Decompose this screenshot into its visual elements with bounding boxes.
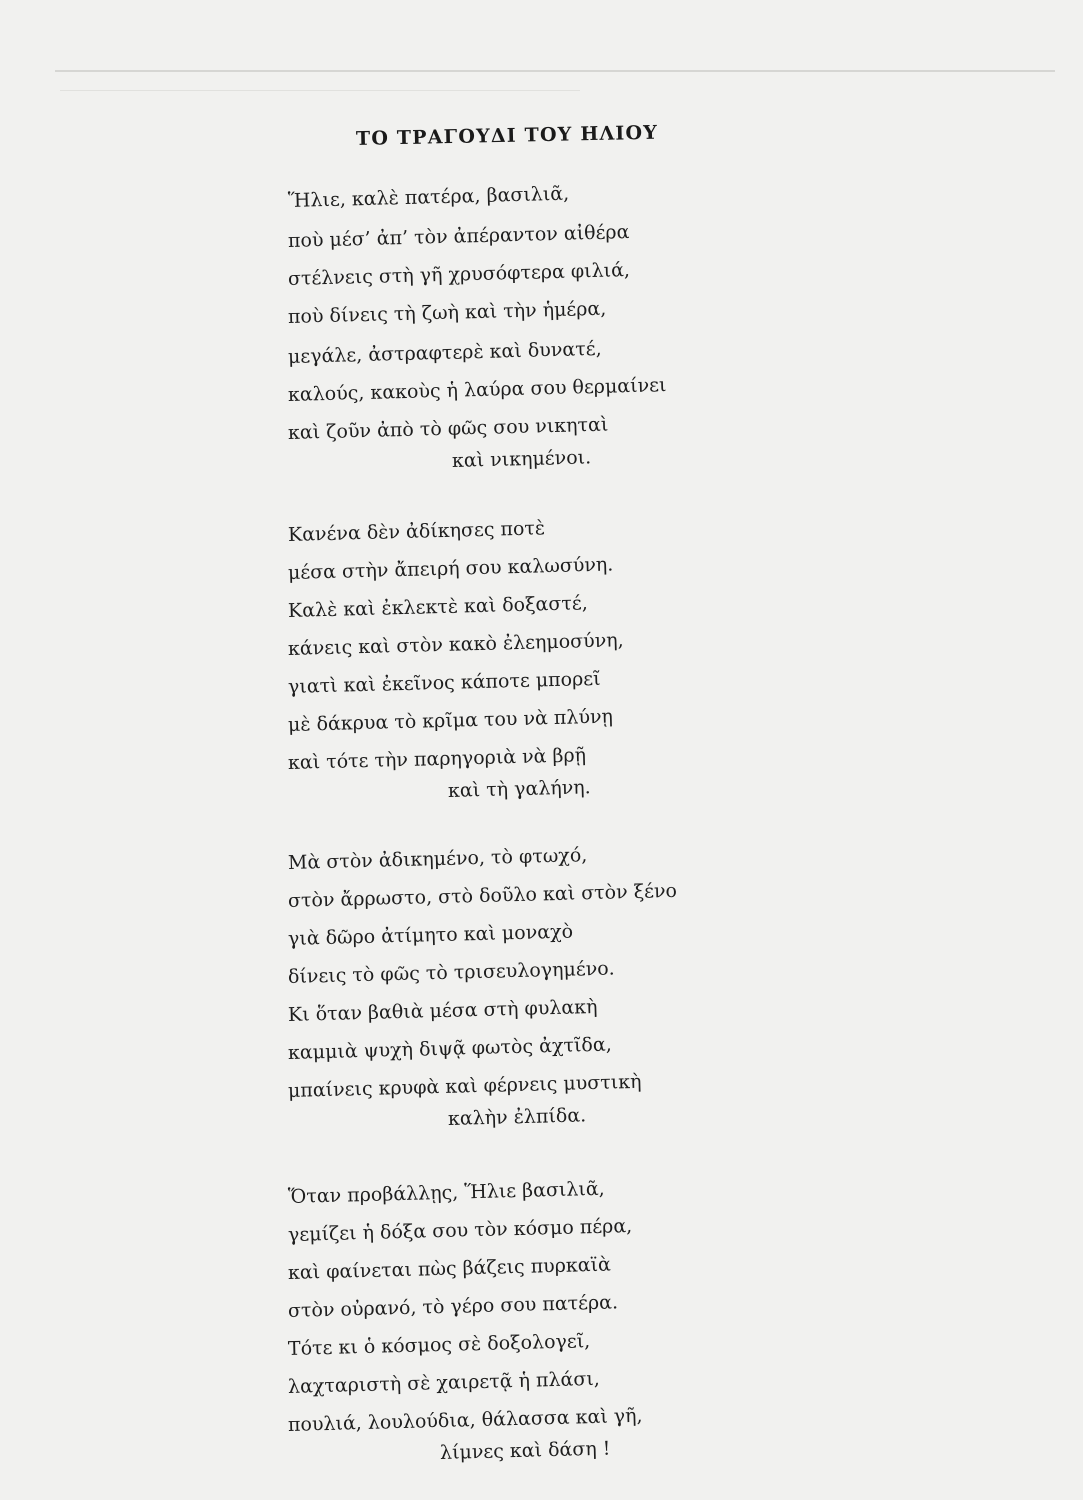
poem-line: γιατὶ καὶ ἐκεῖνος κάποτε μπορεῖ bbox=[287, 667, 601, 698]
header-rule-faint bbox=[60, 90, 580, 91]
poem-line: καὶ ζοῦν ἀπὸ τὸ φῶς σου νικηταὶ bbox=[287, 413, 609, 444]
poem-line: καὶ φαίνεται πὼς βάζεις πυρκαϊὰ bbox=[287, 1253, 612, 1284]
poem-line: καλὴν ἐλπίδα. bbox=[447, 1104, 587, 1130]
poem-line: καλούς, κακοὺς ἡ λαύρα σου θερμαίνει bbox=[287, 374, 667, 406]
poem-line: πουλιά, λουλούδια, θάλασσα καὶ γῆ, bbox=[287, 1404, 643, 1436]
poem-line: Κανένα δὲν ἀδίκησες ποτὲ bbox=[287, 517, 546, 546]
poem-line: Μὰ στὸν ἀδικημένο, τὸ φτωχό, bbox=[287, 844, 588, 874]
header-rule bbox=[55, 70, 1055, 72]
poem-line: μέσα στὴν ἄπειρή σου καλωσύνη. bbox=[287, 553, 614, 584]
poem-line: γιὰ δῶρο ἀτίμητο καὶ μοναχὸ bbox=[287, 920, 574, 950]
poem-line: ποὺ μέσ’ ἀπ’ τὸν ἀπέραντον αἰθέρα bbox=[287, 221, 630, 252]
poem-line: δίνεις τὸ φῶς τὸ τρισευλογημένο. bbox=[287, 957, 615, 988]
poem-line: μεγάλε, ἀστραφτερὲ καὶ δυνατέ, bbox=[287, 337, 602, 368]
poem-line: Ἥλιε, καλὲ πατέρα, βασιλιᾶ, bbox=[287, 182, 570, 212]
poem-title: ΤΟ ΤΡΑΓΟΥΔΙ ΤΟΥ ΗΛΙΟΥ bbox=[355, 121, 659, 150]
poem-line: κάνεις καὶ στὸν κακὸ ἐλεημοσύνη, bbox=[287, 629, 624, 660]
poem-line: καμμιὰ ψυχὴ διψᾷ φωτὸς ἀχτῖδα, bbox=[287, 1033, 612, 1064]
poem-line: καὶ τότε τὴν παρηγοριὰ νὰ βρῇ bbox=[287, 744, 587, 774]
poem-line: Ὅταν προβάλλῃς, Ἥλιε βασιλιᾶ, bbox=[287, 1177, 605, 1208]
poem-line: μπαίνεις κρυφὰ καὶ φέρνεις μυστικὴ bbox=[287, 1070, 642, 1102]
poem-line: γεμίζει ἡ δόξα σου τὸν κόσμο πέρα, bbox=[287, 1214, 633, 1246]
poem-line: λίμνες καὶ δάση ! bbox=[439, 1437, 611, 1464]
poem-line: στὸν οὐρανό, τὸ γέρο σου πατέρα. bbox=[287, 1291, 619, 1322]
poem-line: στέλνεις στὴ γῆ χρυσόφτερα φιλιά, bbox=[287, 259, 631, 290]
poem-line: καὶ τὴ γαλήνη. bbox=[447, 776, 591, 802]
poem-line: ποὺ δίνεις τὴ ζωὴ καὶ τὴν ἡμέρα, bbox=[287, 297, 607, 328]
poem-line: λαχταριστὴ σὲ χαιρετᾷ ἡ πλάσι, bbox=[287, 1367, 601, 1398]
poem-line: μὲ δάκρυα τὸ κρῖμα του νὰ πλύνῃ bbox=[287, 705, 614, 736]
poem-line: καὶ νικημένοι. bbox=[451, 446, 592, 472]
poem-line: Καλὲ καὶ ἐκλεκτὲ καὶ δοξαστέ, bbox=[287, 592, 588, 622]
poem-line: στὸν ἄρρωστο, στὸ δοῦλο καὶ στὸν ξένο bbox=[287, 879, 678, 912]
poem-line: Τότε κι ὁ κόσμος σὲ δοξολογεῖ, bbox=[287, 1330, 591, 1360]
poem-line: Κι ὅταν βαθιὰ μέσα στὴ φυλακὴ bbox=[287, 995, 598, 1026]
